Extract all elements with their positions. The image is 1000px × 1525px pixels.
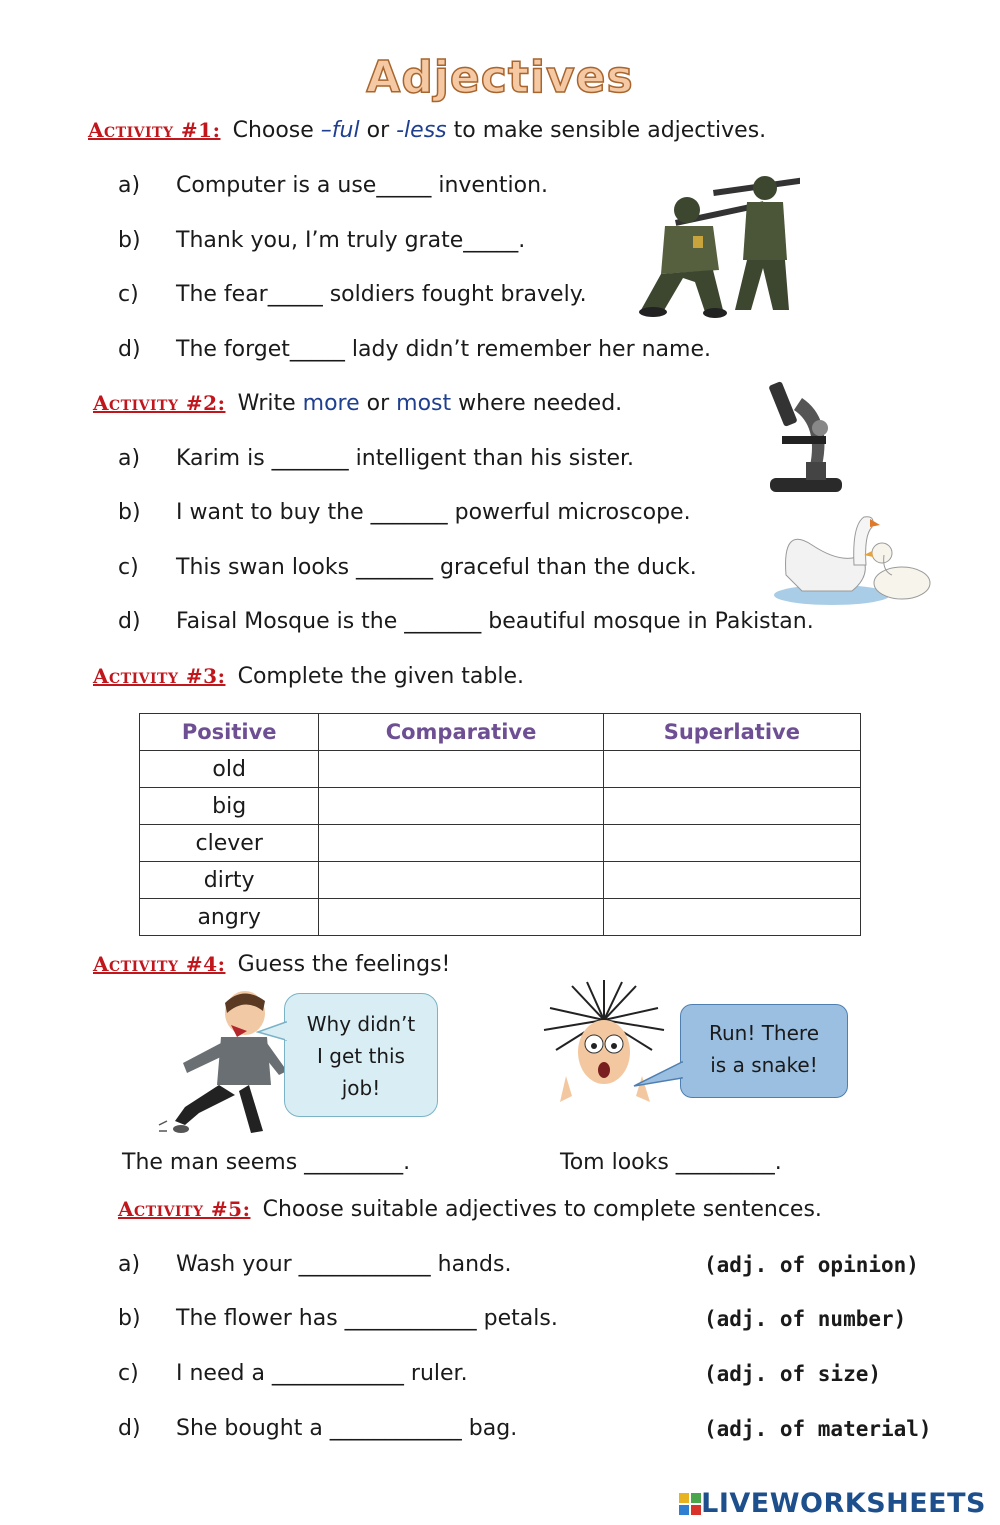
activity-2-instruction: Write more or most where needed. bbox=[237, 391, 623, 416]
activity-1-item-b: b) Thank you, I’m truly grate_____. bbox=[118, 228, 526, 253]
comparative-answer-cell[interactable] bbox=[319, 899, 603, 936]
most-word: most bbox=[396, 391, 452, 416]
soldiers-image bbox=[635, 170, 800, 320]
page-title: Adjectives bbox=[366, 52, 634, 103]
activity-4-instruction: Guess the feelings! bbox=[237, 952, 451, 977]
activity-5-item-c: c) I need a ____________ ruler. bbox=[118, 1361, 468, 1386]
activity-4-label: Activity #4: bbox=[93, 952, 226, 976]
bubble-line: job! bbox=[341, 1076, 381, 1100]
bubble-tail-tom bbox=[632, 1060, 684, 1090]
header-comparative: Comparative bbox=[319, 714, 603, 751]
ful-suffix: –ful bbox=[320, 118, 360, 143]
scared-boy-image bbox=[542, 980, 667, 1120]
tom-caption: Tom looks _________. bbox=[560, 1150, 782, 1175]
activity-4-header bbox=[93, 952, 450, 977]
activity-2-item-d: d) Faisal Mosque is the _______ beautiful mosque in Pakistan. bbox=[118, 609, 814, 634]
activity-1-item-a: a) Computer is a use_____ invention. bbox=[118, 173, 549, 198]
activity-5-item-b: b) The flower has ____________ petals. bbox=[118, 1306, 558, 1331]
activity-1-item-c: c) The fear_____ soldiers fought bravely. bbox=[118, 282, 587, 307]
bubble-tail-man bbox=[256, 1020, 288, 1044]
positive-cell: angry bbox=[140, 899, 319, 936]
superlative-answer-cell[interactable] bbox=[603, 862, 860, 899]
table-row bbox=[140, 862, 861, 899]
activity-5-instruction: Choose suitable adjectives to complete sentences. bbox=[262, 1197, 822, 1222]
superlative-answer-cell[interactable] bbox=[603, 788, 860, 825]
speech-bubble-man bbox=[284, 993, 438, 1117]
man-caption: The man seems _________. bbox=[122, 1150, 411, 1175]
logo-icon bbox=[679, 1493, 701, 1515]
speech-bubble-tom bbox=[680, 1004, 848, 1098]
activity-5-item-a: a) Wash your ____________ hands. bbox=[118, 1252, 512, 1277]
table-row bbox=[140, 825, 861, 862]
activity-2-header bbox=[93, 391, 622, 416]
adjective-table bbox=[139, 713, 861, 936]
superlative-answer-cell[interactable] bbox=[603, 751, 860, 788]
activity-1-header bbox=[88, 118, 766, 143]
table-row bbox=[140, 788, 861, 825]
activity-2-item-b: b) I want to buy the _______ powerful microscope. bbox=[118, 500, 691, 525]
activity-5-hint-a: (adj. of opinion) bbox=[704, 1253, 919, 1277]
table-row bbox=[140, 899, 861, 936]
activity-3-instruction: Complete the given table. bbox=[237, 664, 524, 689]
header-positive: Positive bbox=[140, 714, 319, 751]
activity-5-label: Activity #5: bbox=[118, 1197, 251, 1221]
positive-cell: dirty bbox=[140, 862, 319, 899]
activity-2-item-a: a) Karim is _______ intelligent than his sister. bbox=[118, 446, 634, 471]
header-superlative: Superlative bbox=[603, 714, 860, 751]
activity-1-label: Activity #1: bbox=[88, 118, 221, 142]
superlative-answer-cell[interactable] bbox=[603, 899, 860, 936]
angry-man-image bbox=[155, 985, 295, 1140]
swan-duck-image bbox=[772, 505, 937, 605]
microscope-image bbox=[762, 378, 847, 498]
activity-1-instruction: Choose –ful or -less to make sensible adjectives. bbox=[232, 118, 767, 143]
activity-5-header bbox=[118, 1197, 822, 1222]
liveworksheets-logo[interactable] bbox=[679, 1488, 986, 1519]
table-row bbox=[140, 751, 861, 788]
positive-cell: clever bbox=[140, 825, 319, 862]
activity-3-label: Activity #3: bbox=[93, 664, 226, 688]
more-word: more bbox=[302, 391, 360, 416]
logo-text: LIVEWORKSHEETS bbox=[701, 1488, 986, 1519]
activity-1-item-d: d) The forget_____ lady didn’t remember her name. bbox=[118, 337, 711, 362]
activity-2-label: Activity #2: bbox=[93, 391, 226, 415]
activity-2-item-c: c) This swan looks _______ graceful than the duck. bbox=[118, 555, 697, 580]
less-suffix: -less bbox=[396, 118, 447, 143]
activity-5-hint-c: (adj. of size) bbox=[704, 1362, 882, 1386]
comparative-answer-cell[interactable] bbox=[319, 825, 603, 862]
bubble-line: Run! There bbox=[708, 1021, 819, 1045]
positive-cell: old bbox=[140, 751, 319, 788]
table-header-row bbox=[140, 714, 861, 751]
comparative-answer-cell[interactable] bbox=[319, 862, 603, 899]
bubble-line: I get this bbox=[317, 1044, 405, 1068]
bubble-line: is a snake! bbox=[710, 1053, 818, 1077]
positive-cell: big bbox=[140, 788, 319, 825]
superlative-answer-cell[interactable] bbox=[603, 825, 860, 862]
comparative-answer-cell[interactable] bbox=[319, 751, 603, 788]
activity-5-hint-b: (adj. of number) bbox=[704, 1307, 907, 1331]
activity-3-header bbox=[93, 664, 524, 689]
bubble-line: Why didn’t bbox=[306, 1012, 416, 1036]
comparative-answer-cell[interactable] bbox=[319, 788, 603, 825]
activity-5-item-d: d) She bought a ____________ bag. bbox=[118, 1416, 518, 1441]
activity-5-hint-d: (adj. of material) bbox=[704, 1417, 932, 1441]
